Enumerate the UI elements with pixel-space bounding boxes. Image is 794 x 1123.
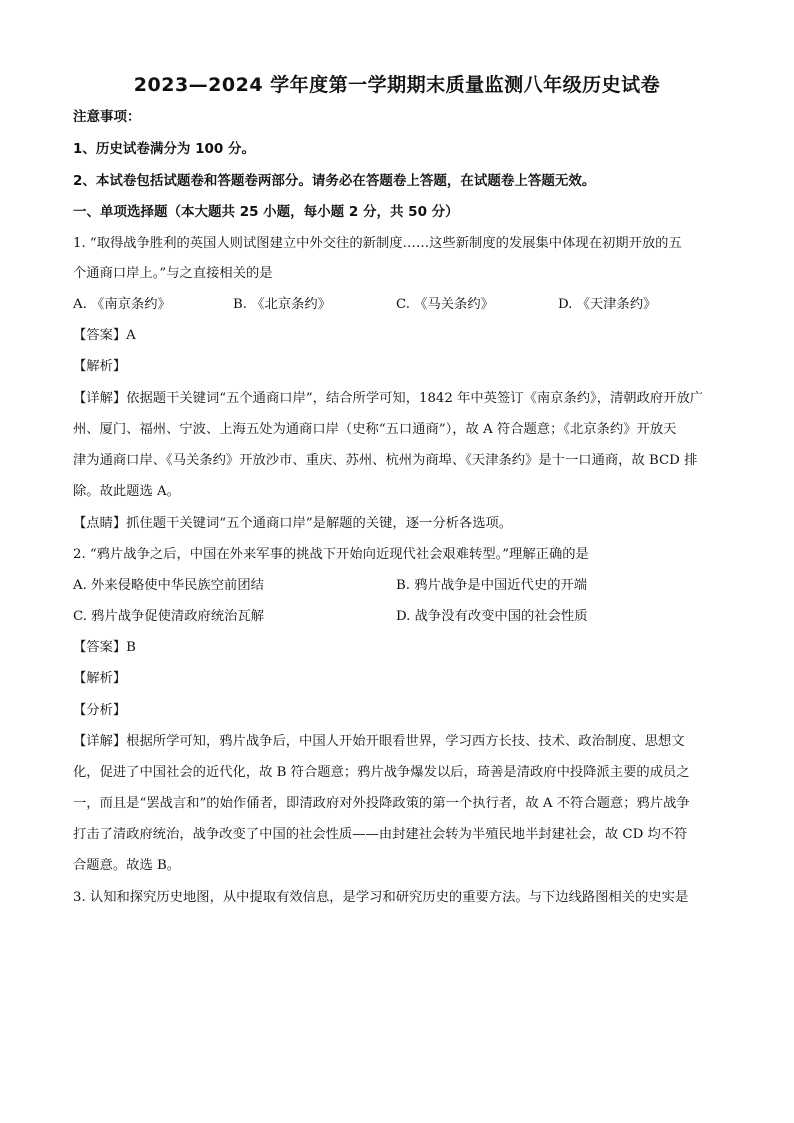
notes-item-2: 2、本试卷包括试题卷和答题卷两部分。请务必在答题卷上答题，在试题卷上答题无效。 — [73, 173, 596, 189]
q1-answer: 【答案】A — [73, 328, 136, 343]
q1-stem-line-2: 个通商口岸上。”与之直接相关的是 — [73, 266, 273, 281]
q2-stem: 2. “鸦片战争之后，中国在外来军事的挑战下开始向近现代社会艰难转型。”理解正确的是 — [73, 547, 589, 562]
q1-option-d: D. 《天津条约》 — [558, 297, 657, 312]
notes-item-1: 1、历史试卷满分为 100 分。 — [73, 141, 255, 157]
q1-detail-line-3: 津为通商口岸、《马关条约》开放沙市、重庆、苏州、杭州为商埠、《天津条约》是十一口通商，故 BCD 排 — [73, 453, 698, 468]
q2-detail-line-1: 【详解】根据所学可知，鸦片战争后，中国人开始开眼看世界，学习西方长技、技术、政治制度、思想文 — [73, 734, 685, 749]
q1-stem-line-1: 1. “取得战争胜利的英国人则试图建立中外交往的新制度……这些新制度的发展集中体现在初期开放的五 — [73, 236, 682, 251]
q1-detail-line-2: 州、厦门、福州、宁波、上海五处为通商口岸（史称“五口通商”），故 A 符合题意；《北京条约》开放天 — [73, 422, 677, 437]
q1-option-b: B. 《北京条约》 — [233, 297, 332, 312]
q2-detail-line-4: 打击了清政府统治，战争改变了中国的社会性质——由封建社会转为半殖民地半封建社会，故 CD 均不符 — [73, 827, 688, 842]
q2-detail-line-3: 一，而且是“罢战言和”的始作俑者，即清政府对外投降政策的第一个执行者，故 A 不符合题意；鸦片战争 — [73, 796, 690, 811]
q2-option-a: A. 外来侵略使中华民族空前团结 — [73, 578, 264, 593]
q1-detail-line-4: 除。故此题选 A。 — [73, 484, 180, 499]
q1-analysis-label: 【解析】 — [73, 359, 127, 374]
q1-comment: 【点睛】抓住题干关键词“五个通商口岸”是解题的关键，逐一分析各选项。 — [73, 516, 513, 531]
q1-option-c: C. 《马关条约》 — [396, 297, 494, 312]
q2-analysis-label: 【解析】 — [73, 671, 127, 686]
q2-detail-line-2: 化，促进了中国社会的近代化，故 B 符合题意；鸦片战争爆发以后，琦善是清政府中投降派主要的成员之 — [73, 765, 690, 780]
notes-heading: 注意事项： — [73, 109, 141, 125]
q2-option-b: B. 鸦片战争是中国近代史的开端 — [396, 578, 588, 593]
q2-answer: 【答案】B — [73, 640, 136, 655]
q2-detail-line-5: 合题意。故选 B。 — [73, 858, 181, 873]
q1-option-a: A. 《南京条约》 — [73, 297, 171, 312]
q1-detail-line-1: 【详解】依据题干关键词“五个通商口岸”，结合所学可知，1842 年中英签订《南京条约》，清朝政府开放广 — [73, 391, 704, 406]
q2-option-c: C. 鸦片战争促使清政府统治瓦解 — [73, 609, 265, 624]
section-heading: 一、单项选择题（本大题共 25 小题，每小题 2 分，共 50 分） — [73, 204, 459, 220]
q3-stem: 3. 认知和探究历史地图，从中提取有效信息，是学习和研究历史的重要方法。与下边线路图相关的史实是 — [73, 890, 689, 905]
q2-option-d: D. 战争没有改变中国的社会性质 — [396, 609, 588, 624]
q2-fenxi-label: 【分析】 — [73, 703, 127, 718]
page-title: 2023—2024 学年度第一学期期末质量监测八年级历史试卷 — [133, 74, 661, 96]
